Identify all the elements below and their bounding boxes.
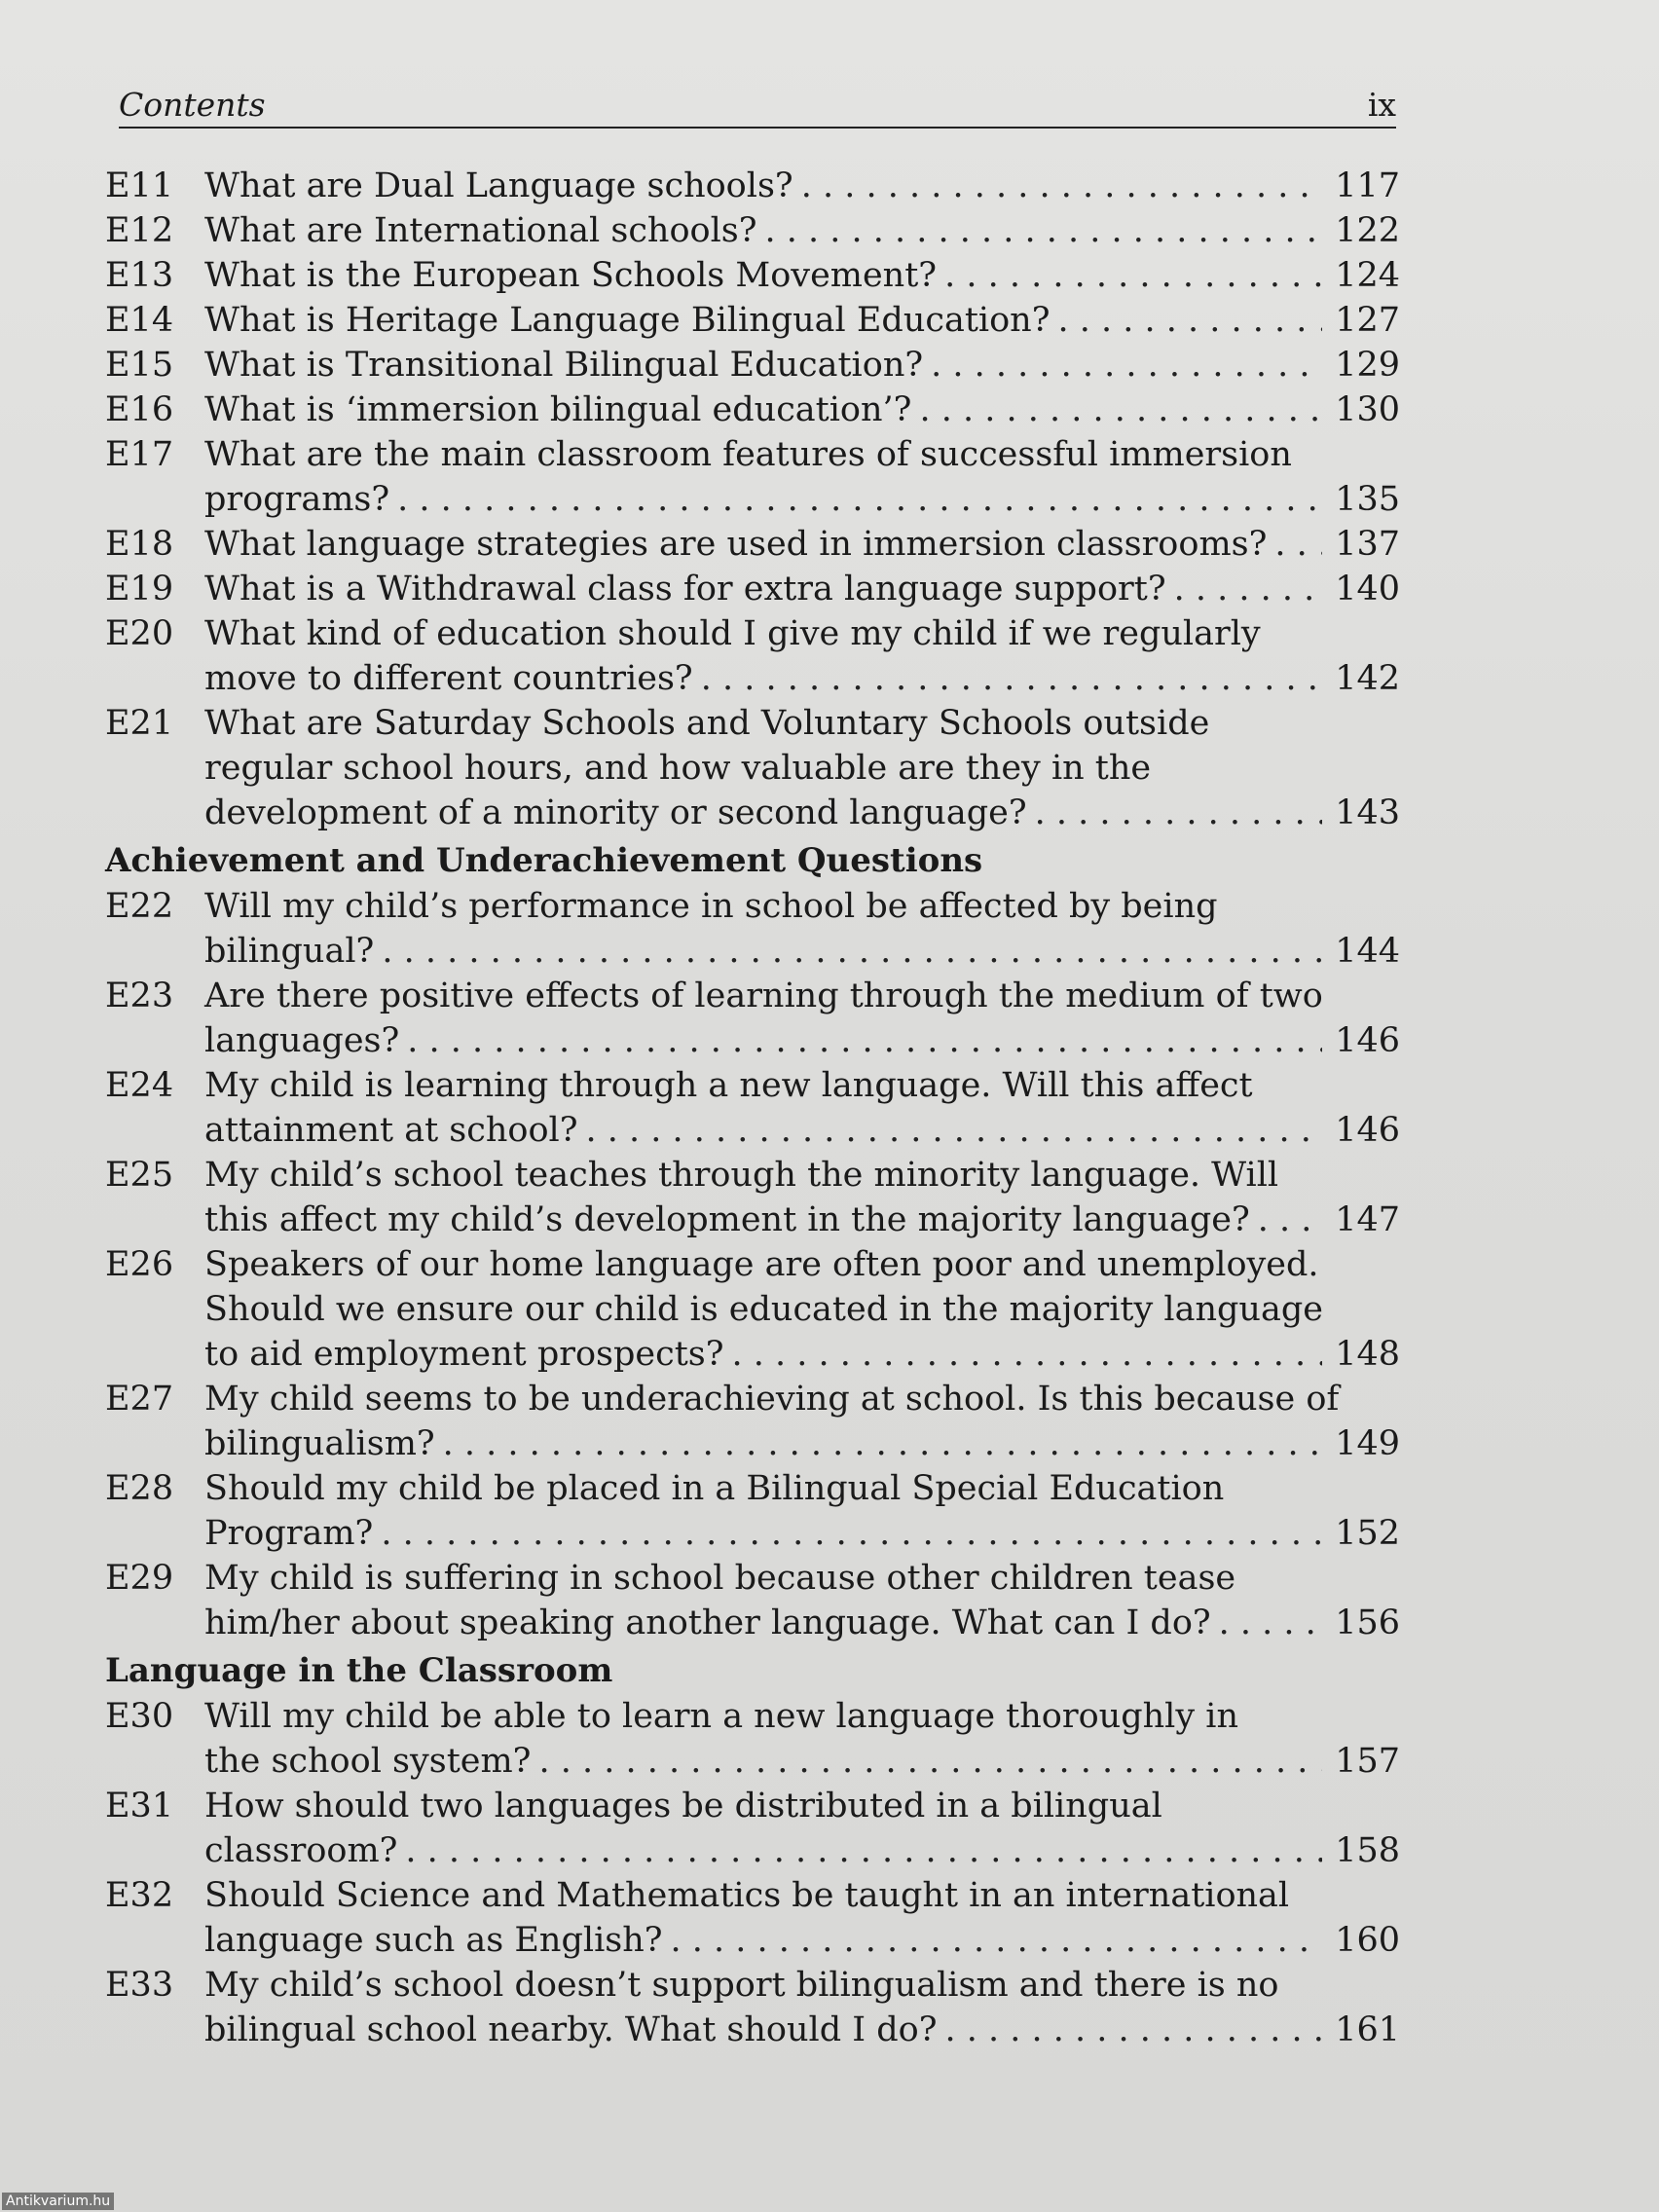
header-page-number: ix xyxy=(1367,86,1396,124)
entry-title-text: him/her about speaking another language. What can I do? xyxy=(204,1604,1211,1642)
entry-line xyxy=(204,343,1400,387)
entry-number: E19 xyxy=(105,570,174,608)
entry-line xyxy=(204,611,1400,656)
section-heading: Achievement and Underachievement Questions xyxy=(105,841,983,880)
entry-line xyxy=(204,791,1400,835)
entry-title-text: What is the European Schools Movement? xyxy=(204,256,938,295)
entry-line xyxy=(204,929,1400,974)
entry-line xyxy=(204,1873,1400,1918)
entry-line xyxy=(204,1287,1400,1332)
entry-number: E16 xyxy=(105,390,174,429)
toc-entry xyxy=(105,1556,1400,1645)
running-header xyxy=(119,84,1396,129)
toc-entry xyxy=(105,1466,1400,1556)
entry-title-text: What is ‘immersion bilingual education’? xyxy=(204,390,912,429)
dot-leader xyxy=(701,656,1322,701)
entry-number: E15 xyxy=(105,346,174,385)
entry-body xyxy=(204,522,1400,567)
entry-title-text: Should we ensure our child is educated in the majority language xyxy=(204,1290,1323,1329)
entry-line xyxy=(204,1694,1400,1739)
entry-title-text: development of a minority or second language? xyxy=(204,793,1027,832)
entry-line xyxy=(204,1018,1400,1063)
entry-title-text: Program? xyxy=(204,1514,374,1553)
entry-body xyxy=(204,1063,1400,1153)
toc-entry xyxy=(105,1063,1400,1153)
entry-line xyxy=(204,656,1400,701)
entry-title-text: classroom? xyxy=(204,1831,398,1870)
dot-leader xyxy=(1219,1601,1322,1645)
entry-number: E20 xyxy=(105,614,174,653)
entry-number: E30 xyxy=(105,1697,174,1736)
entry-line xyxy=(204,1063,1400,1108)
entry-page-number: 122 xyxy=(1335,211,1400,250)
entry-title-text: What is a Withdrawal class for extra language support? xyxy=(204,570,1166,608)
entry-page-number: 129 xyxy=(1335,346,1400,385)
toc-entry xyxy=(105,1694,1400,1784)
toc-entry xyxy=(105,164,1400,208)
entry-line xyxy=(204,387,1400,432)
entry-number: E18 xyxy=(105,525,174,564)
entry-body xyxy=(204,1694,1400,1784)
entry-line xyxy=(204,567,1400,611)
entry-number: E33 xyxy=(105,1966,174,2005)
entry-number: E17 xyxy=(105,435,174,474)
dot-leader xyxy=(765,208,1322,253)
entry-body xyxy=(204,164,1400,208)
entry-line xyxy=(204,1242,1400,1287)
entry-body xyxy=(204,567,1400,611)
entry-body xyxy=(204,611,1400,701)
dot-leader xyxy=(397,477,1322,522)
entry-line xyxy=(204,1918,1400,1963)
header-title: Contents xyxy=(119,86,266,124)
entry-title-text: My child is suffering in school because other children tease xyxy=(204,1559,1236,1598)
entry-body xyxy=(204,298,1400,343)
entry-line xyxy=(204,432,1400,477)
entry-line xyxy=(204,522,1400,567)
entry-title-text: regular school hours, and how valuable are they in the xyxy=(204,749,1152,788)
entry-line xyxy=(204,1377,1400,1421)
entry-line xyxy=(204,253,1400,298)
entry-number: E31 xyxy=(105,1787,174,1825)
table-of-contents xyxy=(105,164,1400,2052)
toc-entry xyxy=(105,522,1400,567)
entry-line xyxy=(204,298,1400,343)
dot-leader xyxy=(1274,522,1322,567)
entry-body xyxy=(204,1963,1400,2052)
entry-title-text: How should two languages be distributed in a bilingual xyxy=(204,1787,1162,1825)
entry-page-number: 143 xyxy=(1335,793,1400,832)
toc-entry xyxy=(105,432,1400,522)
entry-line xyxy=(204,1784,1400,1828)
entry-title-text: What language strategies are used in immersion classrooms? xyxy=(204,525,1268,564)
toc-entry xyxy=(105,1377,1400,1466)
entry-body xyxy=(204,432,1400,522)
dot-leader xyxy=(1035,791,1322,835)
toc-entry xyxy=(105,387,1400,432)
toc-entry xyxy=(105,343,1400,387)
entry-line xyxy=(204,1828,1400,1873)
dot-leader xyxy=(944,2008,1322,2052)
dot-leader xyxy=(586,1108,1323,1153)
toc-entry xyxy=(105,208,1400,253)
entry-title-text: Are there positive effects of learning through the medium of two xyxy=(204,977,1323,1015)
toc-entry xyxy=(105,253,1400,298)
entry-body xyxy=(204,1556,1400,1645)
entry-title-text: to aid employment prospects? xyxy=(204,1335,724,1374)
entry-body xyxy=(204,387,1400,432)
entry-title-text: Speakers of our home language are often poor and unemployed. xyxy=(204,1245,1319,1284)
entry-title-text: languages? xyxy=(204,1021,400,1060)
entry-page-number: 137 xyxy=(1335,525,1400,564)
entry-body xyxy=(204,1377,1400,1466)
toc-entry xyxy=(105,567,1400,611)
dot-leader xyxy=(801,164,1322,208)
entry-title-text: My child’s school doesn’t support bilingualism and there is no xyxy=(204,1966,1279,2005)
entry-title-text: What kind of education should I give my child if we regularly xyxy=(204,614,1261,653)
entry-number: E26 xyxy=(105,1245,174,1284)
entry-page-number: 161 xyxy=(1335,2010,1400,2049)
entry-line xyxy=(204,1153,1400,1198)
entry-number: E23 xyxy=(105,977,174,1015)
entry-number: E13 xyxy=(105,256,174,295)
entry-page-number: 142 xyxy=(1335,659,1400,698)
entry-line xyxy=(204,1332,1400,1377)
dot-leader xyxy=(732,1332,1322,1377)
entry-number: E11 xyxy=(105,166,174,205)
entry-line xyxy=(204,1511,1400,1556)
toc-entry xyxy=(105,1153,1400,1242)
entry-body xyxy=(204,1242,1400,1377)
entry-title-text: What is Transitional Bilingual Education? xyxy=(204,346,924,385)
entry-line xyxy=(204,1739,1400,1784)
entry-number: E24 xyxy=(105,1066,174,1105)
entry-number: E22 xyxy=(105,887,174,926)
entry-title-text: Will my child be able to learn a new language thoroughly in xyxy=(204,1697,1238,1736)
entry-title-text: What are International schools? xyxy=(204,211,757,250)
entry-body xyxy=(204,701,1400,835)
entry-page-number: 152 xyxy=(1335,1514,1400,1553)
entry-line xyxy=(204,208,1400,253)
entry-title-text: Will my child’s performance in school be affected by being xyxy=(204,887,1218,926)
entry-title-text: What is Heritage Language Bilingual Education? xyxy=(204,301,1051,340)
dot-leader xyxy=(1174,567,1322,611)
entry-page-number: 146 xyxy=(1335,1021,1400,1060)
dot-leader xyxy=(1057,298,1322,343)
entry-line xyxy=(204,1556,1400,1601)
dot-leader xyxy=(443,1421,1322,1466)
entry-line xyxy=(204,164,1400,208)
dot-leader xyxy=(407,1018,1322,1063)
entry-line xyxy=(204,1108,1400,1153)
dot-leader xyxy=(919,387,1322,432)
toc-entry xyxy=(105,1242,1400,1377)
entry-title-text: move to different countries? xyxy=(204,659,693,698)
entry-title-text: bilingual? xyxy=(204,932,375,971)
toc-entry xyxy=(105,1963,1400,2052)
entry-line xyxy=(204,884,1400,929)
dot-leader xyxy=(381,1511,1322,1556)
entry-title-text: this affect my child’s development in the majority language? xyxy=(204,1200,1250,1239)
entry-page-number: 130 xyxy=(1335,390,1400,429)
entry-title-text: the school system? xyxy=(204,1742,532,1781)
entry-page-number: 148 xyxy=(1335,1335,1400,1374)
entry-line xyxy=(204,701,1400,746)
entry-body xyxy=(204,974,1400,1063)
entry-line xyxy=(204,1963,1400,2008)
entry-page-number: 160 xyxy=(1335,1921,1400,1960)
entry-number: E21 xyxy=(105,704,174,743)
entry-line xyxy=(204,477,1400,522)
entry-number: E14 xyxy=(105,301,174,340)
entry-line xyxy=(204,1466,1400,1511)
dot-leader xyxy=(931,343,1322,387)
toc-entry xyxy=(105,884,1400,974)
entry-page-number: 146 xyxy=(1335,1111,1400,1150)
entry-line xyxy=(204,2008,1400,2052)
entry-line xyxy=(204,1601,1400,1645)
toc-entry xyxy=(105,974,1400,1063)
entry-title-text: attainment at school? xyxy=(204,1111,578,1150)
entry-page-number: 156 xyxy=(1335,1604,1400,1642)
dot-leader xyxy=(538,1739,1322,1784)
entry-number: E12 xyxy=(105,211,174,250)
entry-title-text: My child’s school teaches through the minority language. Will xyxy=(204,1156,1279,1195)
entry-title-text: language such as English? xyxy=(204,1921,663,1960)
entry-page-number: 149 xyxy=(1335,1424,1400,1463)
watermark: Antikvarium.hu xyxy=(2,2193,114,2210)
dot-leader xyxy=(382,929,1322,974)
section-heading: Language in the Classroom xyxy=(105,1651,613,1690)
entry-title-text: What are Dual Language schools? xyxy=(204,166,793,205)
entry-page-number: 135 xyxy=(1335,480,1400,519)
toc-entry xyxy=(105,1784,1400,1873)
entry-body xyxy=(204,343,1400,387)
entry-number: E27 xyxy=(105,1380,174,1419)
entry-title-text: My child seems to be underachieving at school. Is this because of xyxy=(204,1380,1340,1419)
entry-body xyxy=(204,1153,1400,1242)
entry-title-text: My child is learning through a new language. Will this affect xyxy=(204,1066,1253,1105)
entry-page-number: 127 xyxy=(1335,301,1400,340)
entry-line xyxy=(204,746,1400,791)
entry-line xyxy=(204,1198,1400,1242)
toc-entry xyxy=(105,298,1400,343)
entry-page-number: 158 xyxy=(1335,1831,1400,1870)
entry-title-text: What are the main classroom features of successful immersion xyxy=(204,435,1292,474)
entry-title-text: programs? xyxy=(204,480,390,519)
entry-title-text: Should my child be placed in a Bilingual Special Education xyxy=(204,1469,1225,1508)
dot-leader xyxy=(1258,1198,1322,1242)
entry-number: E32 xyxy=(105,1876,174,1915)
dot-leader xyxy=(671,1918,1322,1963)
entry-title-text: What are Saturday Schools and Voluntary Schools outside xyxy=(204,704,1210,743)
entry-body xyxy=(204,884,1400,974)
entry-body xyxy=(204,253,1400,298)
entry-number: E29 xyxy=(105,1559,174,1598)
entry-body xyxy=(204,1784,1400,1873)
entry-page-number: 140 xyxy=(1335,570,1400,608)
entry-title-text: bilingual school nearby. What should I do? xyxy=(204,2010,938,2049)
toc-entry xyxy=(105,1873,1400,1963)
dot-leader xyxy=(405,1828,1322,1873)
entry-page-number: 144 xyxy=(1335,932,1400,971)
entry-body xyxy=(204,208,1400,253)
entry-page-number: 147 xyxy=(1335,1200,1400,1239)
entry-number: E25 xyxy=(105,1156,174,1195)
entry-line xyxy=(204,1421,1400,1466)
dot-leader xyxy=(944,253,1322,298)
toc-entry xyxy=(105,611,1400,701)
entry-body xyxy=(204,1466,1400,1556)
entry-body xyxy=(204,1873,1400,1963)
entry-number: E28 xyxy=(105,1469,174,1508)
entry-page-number: 157 xyxy=(1335,1742,1400,1781)
entry-line xyxy=(204,974,1400,1018)
entry-title-text: Should Science and Mathematics be taught in an international xyxy=(204,1876,1290,1915)
toc-entry xyxy=(105,701,1400,835)
entry-page-number: 117 xyxy=(1335,166,1400,205)
entry-title-text: bilingualism? xyxy=(204,1424,435,1463)
entry-page-number: 124 xyxy=(1335,256,1400,295)
